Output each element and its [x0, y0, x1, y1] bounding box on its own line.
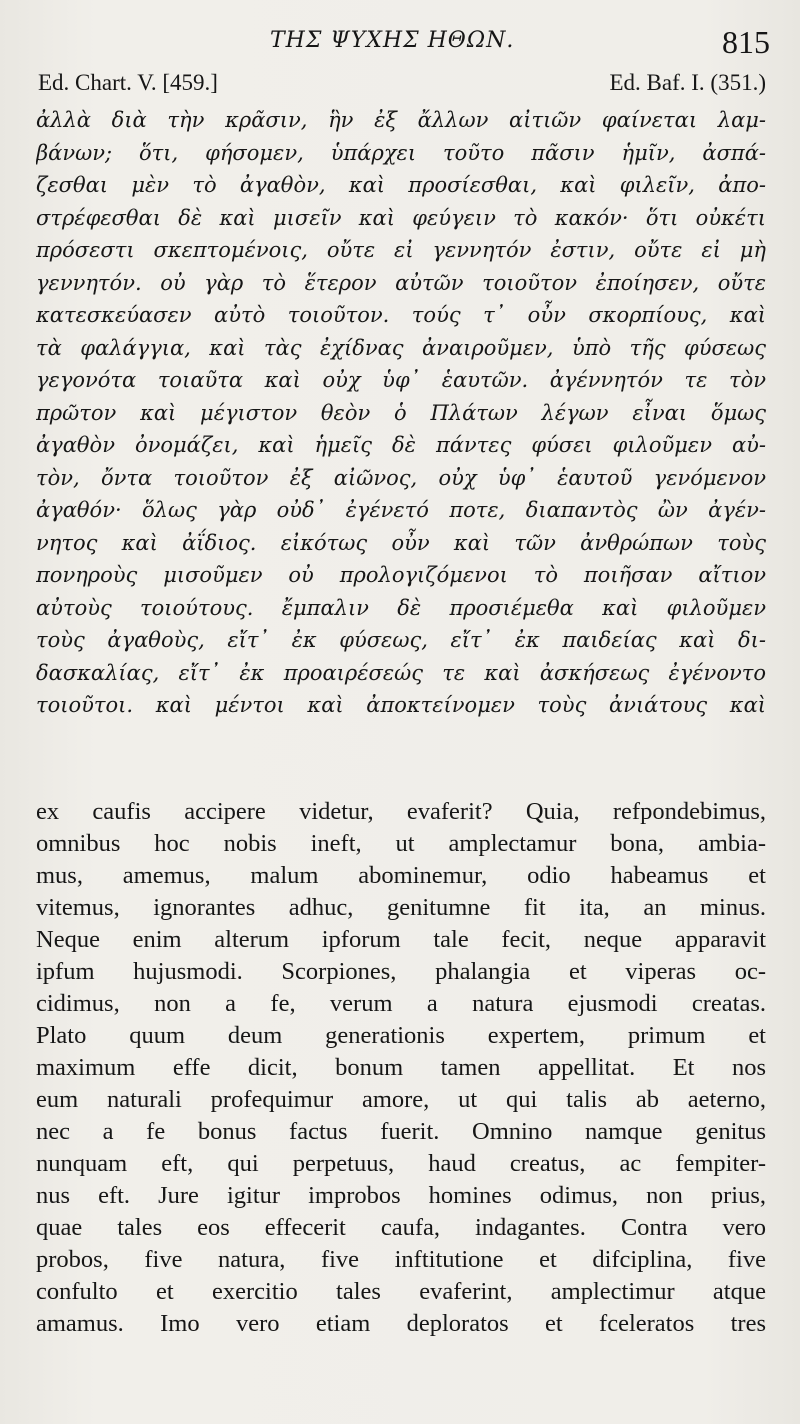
latin-text-line: Neque enim alterum ipforum tale fecit, neque apparavit [36, 926, 766, 953]
greek-text-line: αὐτοὺς τοιούτους. ἔμπαλιν δὲ προσιέμεθα καὶ φιλοῦμεν [36, 595, 766, 620]
latin-text-line: nec a fe bonus factus fuerit. Omnino namque genitus [36, 1118, 766, 1145]
greek-text-line: ἀγαθόν· ὅλως γὰρ οὐδ᾽ ἐγένετό ποτε, διαπαντὸς ὢν ἀγέν- [36, 498, 766, 522]
greek-text-line: γεννητόν. οὐ γὰρ τὸ ἕτερον αὐτῶν τοιοῦτον ἐποίησεν, οὔτε [36, 270, 766, 295]
greek-text-line: στρέφεσθαι δὲ καὶ μισεῖν καὶ φεύγειν τὸ κακόν· ὅτι οὐκέτι [36, 205, 766, 230]
edition-references [38, 70, 766, 102]
greek-text-line: βάνων; ὅτι, φήσομεν, ὑπάρχει τοῦτο πᾶσιν ἡμῖν, ἀσπά- [36, 140, 766, 165]
latin-text-line: Plato quum deum generationis expertem, primum et [36, 1022, 766, 1049]
greek-text-line: τὸν, ὄντα τοιοῦτον ἐξ αἰῶνος, οὐχ ὑφ᾽ ἑαυτοῦ γενόμενον [36, 465, 766, 490]
page-header [0, 24, 800, 68]
edition-reference-right: Ed. Baf. I. (351.) [609, 70, 766, 95]
latin-text-line: omnibus hoc nobis ineft, ut amplectamur bona, ambia- [36, 830, 766, 857]
greek-text-line: ζεσθαι μὲν τὸ ἀγαθὸν, καὶ προσίεσθαι, καὶ φιλεῖν, ἀπο- [36, 173, 766, 197]
greek-text-line: δασκαλίας, εἴτ᾽ ἐκ προαιρέσεώς τε καὶ ἀσκήσεως ἐγένοντο [36, 660, 766, 685]
greek-text-line: τοὺς ἀγαθοὺς, εἴτ᾽ ἐκ φύσεως, εἴτ᾽ ἐκ παιδείας καὶ δι- [36, 628, 766, 652]
latin-text-line: mus, amemus, malum abominemur, odio habeamus et [36, 862, 766, 889]
latin-text-line: amamus. Imo vero etiam deploratos et fceleratos tres [36, 1310, 766, 1337]
latin-text-line: maximum effe dicit, bonum tamen appellitat. Et nos [36, 1054, 766, 1081]
greek-text-block [36, 104, 766, 722]
latin-text-line: quae tales eos effecerit caufa, indagantes. Contra vero [36, 1214, 766, 1241]
latin-text-line: cidimus, non a fe, verum a natura ejusmodi creatas. [36, 990, 766, 1017]
latin-text-line: nunquam eft, qui perpetuus, haud creatus, ac fempiter- [36, 1150, 766, 1177]
greek-text-line: τὰ φαλάγγια, καὶ τὰς ἐχίδνας ἀναιροῦμεν, ὑπὸ τῆς φύσεως [36, 335, 766, 360]
edition-reference-left: Ed. Chart. V. [459.] [38, 70, 218, 95]
latin-text-line: confulto et exercitio tales evaferint, amplectimur atque [36, 1278, 766, 1305]
greek-text-line: πρῶτον καὶ μέγιστον θεὸν ὁ Πλάτων λέγων εἶναι ὅμως [36, 400, 766, 425]
greek-text-line: πρόσεστι σκεπτομένοις, οὔτε εἰ γεννητόν ἐστιν, οὔτε εἰ μὴ [36, 238, 766, 262]
latin-translation-block [36, 796, 766, 1340]
greek-text-line: τοιοῦτοι. καὶ μέντοι καὶ ἀποκτείνομεν τοὺς ἀνιάτους καὶ [36, 693, 766, 717]
greek-text-line: γεγονότα τοιαῦτα καὶ οὐχ ὑφ᾽ ἑαυτῶν. ἀγέννητόν τε τὸν [36, 368, 766, 392]
greek-text-line: κατεσκεύασεν αὐτὸ τοιοῦτον. τούς τ᾽ οὖν σκορπίους, καὶ [36, 303, 766, 327]
greek-text-line: ἀγαθὸν ὀνομάζει, καὶ ἡμεῖς δὲ πάντες φύσει φιλοῦμεν αὐ- [36, 433, 766, 457]
latin-text-line: probos, five natura, five inftitutione et difciplina, five [36, 1246, 766, 1273]
greek-text-line: ἀλλὰ διὰ τὴν κρᾶσιν, ἣν ἐξ ἄλλων αἰτιῶν φαίνεται λαμ- [36, 108, 766, 132]
running-title: ΤΗΣ ΨΥΧΗΣ ΗΘΩΝ. [270, 28, 515, 53]
latin-text-line: ex caufis accipere videtur, evaferit? Quia, refpondebimus, [36, 798, 766, 825]
latin-text-line: nus eft. Jure igitur improbos homines odimus, non prius, [36, 1182, 766, 1209]
latin-text-line: eum naturali profequimur amore, ut qui talis ab aeterno, [36, 1086, 766, 1113]
greek-text-line: νητος καὶ ἀΐδιος. εἰκότως οὖν καὶ τῶν ἀνθρώπων τοὺς [36, 530, 766, 555]
latin-text-line: vitemus, ignorantes adhuc, genitumne fit ita, an minus. [36, 894, 766, 921]
greek-text-line: πονηροὺς μισοῦμεν οὐ προλογιζόμενοι τὸ ποιῆσαν αἴτιον [36, 563, 766, 587]
page-number: 815 [722, 24, 770, 60]
latin-text-line: ipfum hujusmodi. Scorpiones, phalangia et viperas oc- [36, 958, 766, 985]
